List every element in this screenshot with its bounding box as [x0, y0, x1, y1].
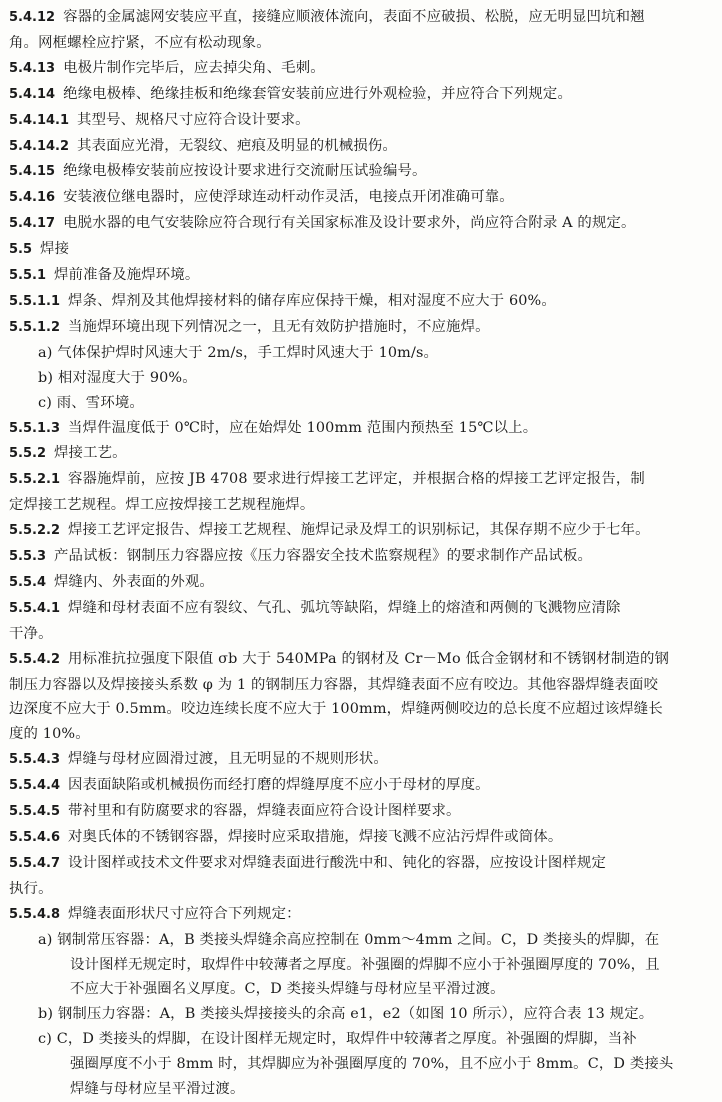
clause-text: 焊缝和母材表面不应有裂纹、气孔、弧坑等缺陷，焊缝上的熔渣和两侧的飞溅物应清除 — [68, 599, 621, 616]
clause-text: 焊接工艺。 — [54, 445, 127, 462]
clause-number: 5.5.1.2 — [9, 319, 60, 335]
clause-number: 5.5.2.1 — [9, 472, 60, 488]
clause-number: 5.4.13 — [9, 60, 56, 76]
clause-text: c) C，D 类接头的焊脚，在设计图样无规定时，取焊件中较薄者之厚度。补强圈的焊脚，当补 — [38, 1031, 637, 1048]
text-line — [9, 902, 712, 928]
clause-text: 绝缘电极棒安装前应按设计要求进行交流耐压试验编号。 — [63, 163, 427, 180]
clause-text: 制压力容器以及焊接接头系数 φ 为 1 的钢制压力容器，其焊缝表面不应有咬边。其他容器焊缝表面咬 — [9, 676, 659, 693]
clause-text: 其表面应光滑，无裂纹、疤痕及明显的机械损伤。 — [77, 137, 397, 154]
clause-text: 角。网框螺栓应拧紧，不应有松动现象。 — [9, 34, 271, 51]
clause-text: 不应大于补强圈名义厚度。C，D 类接头焊缝与母材应呈平滑过渡。 — [70, 981, 505, 998]
clause-text: 设计图样无规定时，取焊件中较薄者之厚度。补强圈的焊脚不应小于补强圈厚度的 70%，且 — [70, 956, 660, 973]
text-line — [9, 31, 712, 56]
text-line — [9, 518, 712, 544]
clause-text: 执行。 — [9, 880, 53, 897]
clause-text: 当施焊环境出现下列情况之一，且无有效防护措施时，不应施焊。 — [68, 318, 490, 335]
text-line — [9, 825, 712, 851]
text-line — [9, 799, 712, 825]
clause-text: a) 气体保护焊时风速大于 2m/s，手工焊时风速大于 10m/s。 — [38, 344, 439, 361]
clause-text: 用标准抗拉强度下限值 σb 大于 540MPa 的钢材及 Cr－Mo 低合金钢材和不锈钢材制造的钢 — [68, 650, 670, 667]
text-line — [9, 159, 712, 185]
clause-text: 度的 10%。 — [9, 726, 90, 743]
text-line — [9, 544, 712, 570]
clause-text: 绝缘电极棒、绝缘挂板和绝缘套管安装前应进行外观检验，并应符合下列规定。 — [63, 85, 572, 102]
clause-number: 5.4.14.1 — [9, 112, 70, 128]
clause-number: 5.5.4.4 — [9, 778, 60, 794]
clause-text: 因表面缺陷或机械损伤而经打磨的焊缝厚度不应小于母材的厚度。 — [68, 777, 490, 794]
clause-text: a) 钢制常压容器：A，B 类接头焊缝余高应控制在 0mm～4mm 之间。C，D 类接头的焊脚，在 — [38, 931, 660, 948]
clause-number: 5.5.2.2 — [9, 523, 60, 539]
clause-text: 电脱水器的电气安装除应符合现行有关国家标准及设计要求外，尚应符合附录 A 的规定。 — [63, 215, 636, 232]
text-line — [9, 570, 712, 596]
clause-number: 5.4.14 — [9, 86, 56, 102]
clause-number: 5.5.1.3 — [9, 420, 60, 436]
text-line — [9, 953, 712, 978]
text-line — [9, 596, 712, 622]
clause-number: 5.5.4.3 — [9, 752, 60, 768]
clause-number: 5.4.12 — [9, 10, 56, 25]
clause-text: b) 钢制压力容器：A，B 类接头焊接接头的余高 e1，e2（如图 10 所示），应符合表 13 规定。 — [38, 1006, 654, 1023]
text-line — [9, 5, 712, 31]
text-line — [9, 722, 712, 747]
text-line — [9, 877, 712, 902]
text-line — [9, 622, 712, 647]
clause-number: 5.5.1.1 — [9, 293, 60, 309]
text-line — [9, 1027, 712, 1052]
text-line — [9, 673, 712, 698]
text-line — [9, 1002, 712, 1027]
text-line — [9, 366, 712, 391]
clause-text: 强圈厚度不小于 8mm 时，其焊脚应为补强圈厚度的 70%，且不应小于 8mm。C，D 类接头 — [70, 1056, 674, 1073]
text-line — [9, 493, 712, 518]
text-line — [9, 1077, 712, 1102]
text-line — [9, 134, 712, 160]
text-line — [9, 237, 712, 263]
clause-number: 5.5.4.8 — [9, 906, 60, 922]
clause-text: 其型号、规格尺寸应符合设计要求。 — [77, 111, 310, 128]
text-line — [9, 416, 712, 442]
text-line — [9, 851, 712, 877]
clause-number: 5.5.4.5 — [9, 804, 60, 820]
clause-number: 5.5.4 — [9, 574, 47, 590]
text-line — [9, 441, 712, 467]
text-line — [9, 747, 712, 773]
text-line — [9, 773, 712, 799]
text-line — [9, 391, 712, 416]
clause-text: 焊接 — [40, 241, 70, 258]
text-line — [9, 341, 712, 366]
clause-number: 5.4.15 — [9, 164, 56, 180]
text-line — [9, 108, 712, 134]
clause-text: 当焊件温度低于 0℃时，应在始焊处 100mm 范围内预热至 15℃以上。 — [68, 419, 538, 436]
clause-text: b) 相对湿度大于 90%。 — [38, 369, 197, 386]
clause-number: 5.5.4.7 — [9, 855, 60, 871]
clause-text: 焊缝与母材应圆滑过渡，且无明显的不规则形状。 — [68, 751, 388, 768]
text-line — [9, 185, 712, 211]
clause-number: 5.4.17 — [9, 216, 56, 232]
text-line — [9, 263, 712, 289]
clause-text: 设计图样或技术文件要求对焊缝表面进行酸洗中和、钝化的容器，应按设计图样规定 — [68, 854, 607, 871]
clause-number: 5.5.1 — [9, 268, 47, 284]
clause-text: 边深度不应大于 0.5mm。咬边连续长度不应大于 100mm，焊缝两侧咬边的总长度不应超过该焊缝长 — [9, 701, 663, 718]
text-line — [9, 289, 712, 315]
clause-text: 容器施焊前，应按 JB 4708 要求进行焊接工艺评定，并根据合格的焊接工艺评定报告，制 — [68, 471, 645, 488]
clause-text: 容器的金属滤网安装应平直，接缝应顺液体流向，表面不应破损、松脱，应无明显凹坑和翘 — [63, 9, 645, 25]
clause-number: 5.5.4.6 — [9, 830, 60, 845]
text-line — [9, 315, 712, 341]
clause-number: 5.5 — [9, 242, 33, 258]
clause-number: 5.5.4.2 — [9, 651, 60, 667]
clause-text: 干净。 — [9, 625, 53, 642]
clause-text: 焊前准备及施焊环境。 — [54, 267, 200, 284]
text-line — [9, 928, 712, 953]
clause-text: 焊缝内、外表面的外观。 — [54, 573, 214, 590]
clause-text: 焊条、焊剂及其他焊接材料的储存库应保持干燥，相对湿度不应大于 60%。 — [68, 292, 556, 309]
clause-text: 定焊接工艺规程。焊工应按焊接工艺规程施焊。 — [9, 497, 315, 514]
text-line — [9, 467, 712, 493]
text-line — [9, 977, 712, 1002]
clause-text: c) 雨、雪环境。 — [38, 394, 144, 411]
clause-number: 5.5.4.1 — [9, 600, 60, 616]
clause-text: 安装液位继电器时，应使浮球连动杆动作灵活，电接点开闭准确可靠。 — [63, 189, 514, 206]
text-line — [9, 211, 712, 237]
text-line — [9, 697, 712, 722]
clause-text: 对奥氏体的不锈钢容器，焊接时应采取措施，焊接飞溅不应沾污焊件或筒体。 — [68, 829, 563, 845]
text-line — [9, 1052, 712, 1077]
clause-text: 焊接工艺评定报告、焊接工艺规程、施焊记录及焊工的识别标记，其保存期不应少于七年。 — [68, 522, 650, 539]
clause-number: 5.4.14.2 — [9, 138, 70, 154]
clause-text: 电极片制作完毕后，应去掉尖角、毛刺。 — [63, 59, 325, 76]
text-line — [9, 82, 712, 108]
clause-number: 5.5.2 — [9, 446, 47, 462]
clause-text: 带衬里和有防腐要求的容器，焊缝表面应符合设计图样要求。 — [68, 803, 461, 820]
clause-text: 焊缝与母材应呈平滑过渡。 — [70, 1081, 245, 1098]
text-line — [9, 56, 712, 82]
clause-number: 5.5.3 — [9, 549, 47, 565]
clause-text: 产品试板：钢制压力容器应按《压力容器安全技术监察规程》的要求制作产品试板。 — [54, 548, 593, 565]
text-line — [9, 647, 712, 673]
clause-number: 5.4.16 — [9, 190, 56, 206]
clause-text: 焊缝表面形状尺寸应符合下列规定： — [68, 905, 301, 922]
